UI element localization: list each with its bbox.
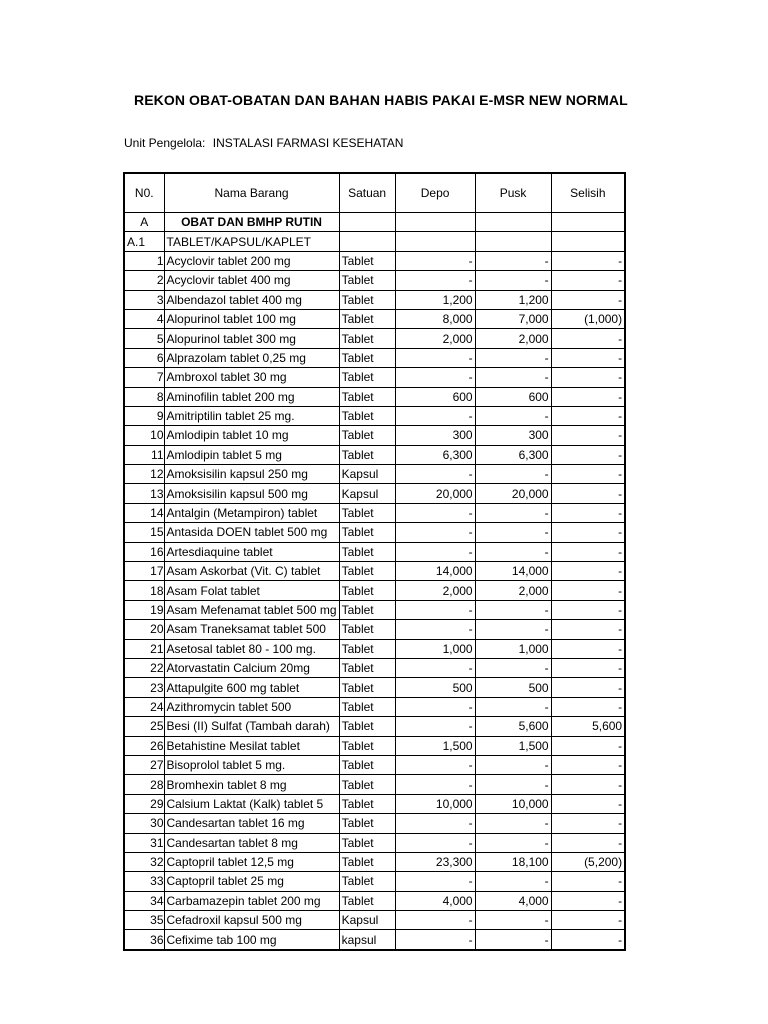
cell-depo: 10,000 bbox=[395, 794, 475, 813]
cell-selisih: - bbox=[551, 368, 625, 387]
category-name: OBAT DAN BMHP RUTIN bbox=[164, 213, 339, 232]
cell-no: 6 bbox=[124, 348, 164, 367]
cell-depo: - bbox=[395, 542, 475, 561]
subcategory-empty-cell bbox=[395, 232, 475, 251]
cell-satuan: Tablet bbox=[339, 503, 395, 522]
cell-depo: - bbox=[395, 814, 475, 833]
cell-nama-barang: Asam Folat tablet bbox=[164, 581, 339, 600]
cell-selisih: - bbox=[551, 600, 625, 619]
table-row bbox=[124, 251, 625, 270]
cell-pusk: - bbox=[475, 930, 551, 950]
cell-depo: - bbox=[395, 872, 475, 891]
cell-selisih: - bbox=[551, 755, 625, 774]
cell-no: 28 bbox=[124, 775, 164, 794]
cell-nama-barang: Antasida DOEN tablet 500 mg bbox=[164, 523, 339, 542]
cell-selisih: - bbox=[551, 581, 625, 600]
cell-satuan: Tablet bbox=[339, 658, 395, 677]
cell-satuan: Tablet bbox=[339, 368, 395, 387]
table-row bbox=[124, 891, 625, 910]
cell-satuan: Tablet bbox=[339, 309, 395, 328]
cell-nama-barang: Betahistine Mesilat tablet bbox=[164, 736, 339, 755]
cell-pusk: 20,000 bbox=[475, 484, 551, 503]
category-empty-cell bbox=[551, 213, 625, 232]
cell-pusk: - bbox=[475, 523, 551, 542]
table-row bbox=[124, 658, 625, 677]
cell-selisih: - bbox=[551, 348, 625, 367]
cell-pusk: - bbox=[475, 348, 551, 367]
cell-selisih: - bbox=[551, 891, 625, 910]
header-no: N0. bbox=[124, 173, 164, 213]
cell-depo: - bbox=[395, 658, 475, 677]
cell-depo: 8,000 bbox=[395, 309, 475, 328]
cell-pusk: 2,000 bbox=[475, 329, 551, 348]
cell-depo: - bbox=[395, 523, 475, 542]
cell-pusk: 10,000 bbox=[475, 794, 551, 813]
cell-no: 19 bbox=[124, 600, 164, 619]
table-row bbox=[124, 717, 625, 736]
document-title-wrap bbox=[134, 92, 640, 108]
cell-depo: - bbox=[395, 503, 475, 522]
cell-selisih: - bbox=[551, 658, 625, 677]
header-nama-barang: Nama Barang bbox=[164, 173, 339, 213]
category-empty-cell bbox=[395, 213, 475, 232]
table-row bbox=[124, 309, 625, 328]
cell-nama-barang: Besi (II) Sulfat (Tambah darah) bbox=[164, 717, 339, 736]
cell-depo: 1,200 bbox=[395, 290, 475, 309]
cell-depo: - bbox=[395, 620, 475, 639]
table-row bbox=[124, 445, 625, 464]
cell-depo: 500 bbox=[395, 678, 475, 697]
cell-no: 7 bbox=[124, 368, 164, 387]
cell-no: 31 bbox=[124, 833, 164, 852]
table-row bbox=[124, 387, 625, 406]
cell-pusk: - bbox=[475, 911, 551, 930]
cell-depo: - bbox=[395, 406, 475, 425]
cell-depo: 2,000 bbox=[395, 581, 475, 600]
cell-selisih: - bbox=[551, 775, 625, 794]
category-row bbox=[124, 213, 625, 232]
cell-pusk: - bbox=[475, 542, 551, 561]
cell-selisih: - bbox=[551, 406, 625, 425]
cell-pusk: 600 bbox=[475, 387, 551, 406]
cell-selisih: - bbox=[551, 697, 625, 716]
cell-nama-barang: Carbamazepin tablet 200 mg bbox=[164, 891, 339, 910]
cell-no: 17 bbox=[124, 562, 164, 581]
table-row bbox=[124, 600, 625, 619]
cell-depo: - bbox=[395, 465, 475, 484]
cell-nama-barang: Cefadroxil kapsul 500 mg bbox=[164, 911, 339, 930]
cell-satuan: Kapsul bbox=[339, 484, 395, 503]
cell-depo: - bbox=[395, 697, 475, 716]
cell-pusk: 2,000 bbox=[475, 581, 551, 600]
cell-nama-barang: Attapulgite 600 mg tablet bbox=[164, 678, 339, 697]
cell-no: 8 bbox=[124, 387, 164, 406]
cell-satuan: Tablet bbox=[339, 600, 395, 619]
cell-satuan: Kapsul bbox=[339, 465, 395, 484]
cell-depo: - bbox=[395, 775, 475, 794]
cell-satuan: Tablet bbox=[339, 794, 395, 813]
table-row bbox=[124, 465, 625, 484]
cell-depo: 600 bbox=[395, 387, 475, 406]
table-row bbox=[124, 290, 625, 309]
table-row bbox=[124, 678, 625, 697]
cell-no: 27 bbox=[124, 755, 164, 774]
cell-pusk: - bbox=[475, 368, 551, 387]
cell-depo: - bbox=[395, 833, 475, 852]
cell-no: 36 bbox=[124, 930, 164, 950]
cell-no: 11 bbox=[124, 445, 164, 464]
cell-depo: - bbox=[395, 930, 475, 950]
cell-depo: 6,300 bbox=[395, 445, 475, 464]
cell-no: 15 bbox=[124, 523, 164, 542]
cell-pusk: 500 bbox=[475, 678, 551, 697]
cell-no: 2 bbox=[124, 271, 164, 290]
cell-satuan: Tablet bbox=[339, 755, 395, 774]
cell-no: 18 bbox=[124, 581, 164, 600]
cell-pusk: - bbox=[475, 503, 551, 522]
cell-pusk: - bbox=[475, 697, 551, 716]
cell-selisih: - bbox=[551, 794, 625, 813]
cell-pusk: 1,200 bbox=[475, 290, 551, 309]
cell-pusk: - bbox=[475, 658, 551, 677]
cell-nama-barang: Candesartan tablet 16 mg bbox=[164, 814, 339, 833]
cell-nama-barang: Bromhexin tablet 8 mg bbox=[164, 775, 339, 794]
cell-depo: - bbox=[395, 348, 475, 367]
cell-nama-barang: Acyclovir tablet 400 mg bbox=[164, 271, 339, 290]
cell-satuan: kapsul bbox=[339, 930, 395, 950]
subcategory-empty-cell bbox=[339, 232, 395, 251]
cell-depo: - bbox=[395, 717, 475, 736]
cell-depo: - bbox=[395, 911, 475, 930]
cell-pusk: 5,600 bbox=[475, 717, 551, 736]
header-selisih: Selisih bbox=[551, 173, 625, 213]
cell-pusk: 18,100 bbox=[475, 852, 551, 871]
cell-nama-barang: Asam Traneksamat tablet 500 bbox=[164, 620, 339, 639]
cell-no: 21 bbox=[124, 639, 164, 658]
cell-satuan: Tablet bbox=[339, 814, 395, 833]
subcategory-empty-cell bbox=[475, 232, 551, 251]
cell-satuan: Kapsul bbox=[339, 911, 395, 930]
cell-pusk: - bbox=[475, 775, 551, 794]
cell-selisih: - bbox=[551, 639, 625, 658]
cell-satuan: Tablet bbox=[339, 348, 395, 367]
cell-no: 9 bbox=[124, 406, 164, 425]
cell-nama-barang: Bisoprolol tablet 5 mg. bbox=[164, 755, 339, 774]
cell-satuan: Tablet bbox=[339, 872, 395, 891]
cell-nama-barang: Cefixime tab 100 mg bbox=[164, 930, 339, 950]
cell-selisih: - bbox=[551, 503, 625, 522]
cell-pusk: - bbox=[475, 814, 551, 833]
cell-depo: 300 bbox=[395, 426, 475, 445]
cell-nama-barang: Antalgin (Metampiron) tablet bbox=[164, 503, 339, 522]
cell-selisih: - bbox=[551, 387, 625, 406]
cell-satuan: Tablet bbox=[339, 697, 395, 716]
header-row bbox=[124, 173, 625, 213]
unit-value: INSTALASI FARMASI KESEHATAN bbox=[212, 136, 404, 150]
cell-pusk: 7,000 bbox=[475, 309, 551, 328]
table-row bbox=[124, 484, 625, 503]
cell-selisih: - bbox=[551, 329, 625, 348]
cell-no: 33 bbox=[124, 872, 164, 891]
cell-no: 3 bbox=[124, 290, 164, 309]
cell-no: 30 bbox=[124, 814, 164, 833]
table-row bbox=[124, 697, 625, 716]
cell-nama-barang: Amoksisilin kapsul 500 mg bbox=[164, 484, 339, 503]
table-row bbox=[124, 271, 625, 290]
cell-depo: 14,000 bbox=[395, 562, 475, 581]
cell-satuan: Tablet bbox=[339, 329, 395, 348]
table-row bbox=[124, 872, 625, 891]
cell-selisih: - bbox=[551, 523, 625, 542]
cell-satuan: Tablet bbox=[339, 290, 395, 309]
cell-no: 23 bbox=[124, 678, 164, 697]
cell-no: 20 bbox=[124, 620, 164, 639]
cell-selisih: - bbox=[551, 930, 625, 950]
cell-satuan: Tablet bbox=[339, 426, 395, 445]
cell-selisih: - bbox=[551, 620, 625, 639]
table-row bbox=[124, 775, 625, 794]
cell-satuan: Tablet bbox=[339, 678, 395, 697]
cell-nama-barang: Alopurinol tablet 100 mg bbox=[164, 309, 339, 328]
cell-depo: 2,000 bbox=[395, 329, 475, 348]
category-code: A bbox=[124, 213, 164, 232]
cell-pusk: 4,000 bbox=[475, 891, 551, 910]
cell-pusk: 300 bbox=[475, 426, 551, 445]
cell-no: 29 bbox=[124, 794, 164, 813]
cell-satuan: Tablet bbox=[339, 581, 395, 600]
table-row bbox=[124, 523, 625, 542]
cell-depo: 23,300 bbox=[395, 852, 475, 871]
cell-satuan: Tablet bbox=[339, 639, 395, 658]
cell-selisih: - bbox=[551, 290, 625, 309]
cell-selisih: - bbox=[551, 465, 625, 484]
cell-nama-barang: Amoksisilin kapsul 250 mg bbox=[164, 465, 339, 484]
cell-satuan: Tablet bbox=[339, 891, 395, 910]
cell-depo: - bbox=[395, 271, 475, 290]
cell-pusk: 14,000 bbox=[475, 562, 551, 581]
cell-satuan: Tablet bbox=[339, 562, 395, 581]
cell-nama-barang: Captopril tablet 12,5 mg bbox=[164, 852, 339, 871]
cell-nama-barang: Asetosal tablet 80 - 100 mg. bbox=[164, 639, 339, 658]
cell-no: 13 bbox=[124, 484, 164, 503]
cell-depo: - bbox=[395, 368, 475, 387]
cell-nama-barang: Amitriptilin tablet 25 mg. bbox=[164, 406, 339, 425]
cell-depo: 1,000 bbox=[395, 639, 475, 658]
cell-pusk: - bbox=[475, 271, 551, 290]
cell-satuan: Tablet bbox=[339, 387, 395, 406]
table-row bbox=[124, 755, 625, 774]
cell-depo: - bbox=[395, 755, 475, 774]
cell-satuan: Tablet bbox=[339, 523, 395, 542]
table-row bbox=[124, 736, 625, 755]
unit-label: Unit Pengelola: bbox=[124, 136, 206, 150]
cell-nama-barang: Atorvastatin Calcium 20mg bbox=[164, 658, 339, 677]
cell-satuan: Tablet bbox=[339, 542, 395, 561]
cell-no: 35 bbox=[124, 911, 164, 930]
cell-selisih: (1,000) bbox=[551, 309, 625, 328]
cell-no: 34 bbox=[124, 891, 164, 910]
table-row bbox=[124, 852, 625, 871]
header-depo: Depo bbox=[395, 173, 475, 213]
rekon-table bbox=[123, 172, 626, 951]
cell-selisih: - bbox=[551, 736, 625, 755]
cell-no: 22 bbox=[124, 658, 164, 677]
cell-selisih: - bbox=[551, 426, 625, 445]
cell-no: 24 bbox=[124, 697, 164, 716]
cell-no: 16 bbox=[124, 542, 164, 561]
cell-nama-barang: Artesdiaquine tablet bbox=[164, 542, 339, 561]
table-row bbox=[124, 426, 625, 445]
table-row bbox=[124, 562, 625, 581]
cell-selisih: - bbox=[551, 251, 625, 270]
cell-selisih: - bbox=[551, 562, 625, 581]
cell-satuan: Tablet bbox=[339, 406, 395, 425]
table-row bbox=[124, 368, 625, 387]
cell-nama-barang: Alprazolam tablet 0,25 mg bbox=[164, 348, 339, 367]
cell-selisih: (5,200) bbox=[551, 852, 625, 871]
cell-depo: - bbox=[395, 251, 475, 270]
table-row bbox=[124, 930, 625, 950]
cell-no: 32 bbox=[124, 852, 164, 871]
table-row bbox=[124, 833, 625, 852]
cell-nama-barang: Acyclovir tablet 200 mg bbox=[164, 251, 339, 270]
cell-pusk: - bbox=[475, 406, 551, 425]
cell-selisih: - bbox=[551, 911, 625, 930]
table-row bbox=[124, 348, 625, 367]
subcategory-code: A.1 bbox=[124, 232, 164, 251]
cell-pusk: - bbox=[475, 872, 551, 891]
cell-selisih: - bbox=[551, 872, 625, 891]
cell-selisih: - bbox=[551, 445, 625, 464]
cell-nama-barang: Asam Askorbat (Vit. C) tablet bbox=[164, 562, 339, 581]
cell-no: 5 bbox=[124, 329, 164, 348]
cell-nama-barang: Albendazol tablet 400 mg bbox=[164, 290, 339, 309]
cell-nama-barang: Candesartan tablet 8 mg bbox=[164, 833, 339, 852]
table-row bbox=[124, 620, 625, 639]
cell-pusk: 1,500 bbox=[475, 736, 551, 755]
cell-satuan: Tablet bbox=[339, 251, 395, 270]
cell-selisih: - bbox=[551, 814, 625, 833]
cell-selisih: - bbox=[551, 271, 625, 290]
cell-satuan: Tablet bbox=[339, 717, 395, 736]
document-title: REKON OBAT-OBATAN DAN BAHAN HABIS PAKAI E-MSR NEW NORMAL bbox=[134, 92, 628, 108]
cell-nama-barang: Amlodipin tablet 5 mg bbox=[164, 445, 339, 464]
table-row bbox=[124, 542, 625, 561]
header-pusk: Pusk bbox=[475, 173, 551, 213]
table-row bbox=[124, 581, 625, 600]
table-row bbox=[124, 406, 625, 425]
cell-satuan: Tablet bbox=[339, 736, 395, 755]
cell-selisih: 5,600 bbox=[551, 717, 625, 736]
cell-nama-barang: Captopril tablet 25 mg bbox=[164, 872, 339, 891]
cell-no: 25 bbox=[124, 717, 164, 736]
cell-satuan: Tablet bbox=[339, 620, 395, 639]
unit-pengelola bbox=[124, 136, 403, 150]
cell-satuan: Tablet bbox=[339, 445, 395, 464]
cell-satuan: Tablet bbox=[339, 271, 395, 290]
cell-no: 4 bbox=[124, 309, 164, 328]
table-row bbox=[124, 503, 625, 522]
cell-pusk: - bbox=[475, 600, 551, 619]
cell-selisih: - bbox=[551, 833, 625, 852]
subcategory-name: TABLET/KAPSUL/KAPLET bbox=[164, 232, 339, 251]
cell-nama-barang: Azithromycin tablet 500 bbox=[164, 697, 339, 716]
category-empty-cell bbox=[475, 213, 551, 232]
subcategory-row bbox=[124, 232, 625, 251]
cell-no: 26 bbox=[124, 736, 164, 755]
cell-nama-barang: Amlodipin tablet 10 mg bbox=[164, 426, 339, 445]
cell-depo: 4,000 bbox=[395, 891, 475, 910]
cell-pusk: - bbox=[475, 755, 551, 774]
cell-pusk: - bbox=[475, 465, 551, 484]
table-row bbox=[124, 329, 625, 348]
cell-pusk: 6,300 bbox=[475, 445, 551, 464]
cell-depo: 1,500 bbox=[395, 736, 475, 755]
cell-depo: 20,000 bbox=[395, 484, 475, 503]
header-satuan: Satuan bbox=[339, 173, 395, 213]
category-empty-cell bbox=[339, 213, 395, 232]
cell-depo: - bbox=[395, 600, 475, 619]
cell-selisih: - bbox=[551, 542, 625, 561]
table-row bbox=[124, 814, 625, 833]
cell-satuan: Tablet bbox=[339, 775, 395, 794]
cell-no: 12 bbox=[124, 465, 164, 484]
cell-no: 1 bbox=[124, 251, 164, 270]
cell-satuan: Tablet bbox=[339, 852, 395, 871]
cell-satuan: Tablet bbox=[339, 833, 395, 852]
cell-pusk: - bbox=[475, 833, 551, 852]
table-row bbox=[124, 639, 625, 658]
cell-nama-barang: Aminofilin tablet 200 mg bbox=[164, 387, 339, 406]
cell-pusk: - bbox=[475, 251, 551, 270]
cell-nama-barang: Alopurinol tablet 300 mg bbox=[164, 329, 339, 348]
cell-no: 14 bbox=[124, 503, 164, 522]
cell-nama-barang: Calsium Laktat (Kalk) tablet 5 bbox=[164, 794, 339, 813]
cell-selisih: - bbox=[551, 484, 625, 503]
cell-nama-barang: Asam Mefenamat tablet 500 mg bbox=[164, 600, 339, 619]
cell-nama-barang: Ambroxol tablet 30 mg bbox=[164, 368, 339, 387]
cell-selisih: - bbox=[551, 678, 625, 697]
cell-no: 10 bbox=[124, 426, 164, 445]
cell-pusk: 1,000 bbox=[475, 639, 551, 658]
table-row bbox=[124, 911, 625, 930]
subcategory-empty-cell bbox=[551, 232, 625, 251]
table-row bbox=[124, 794, 625, 813]
cell-pusk: - bbox=[475, 620, 551, 639]
